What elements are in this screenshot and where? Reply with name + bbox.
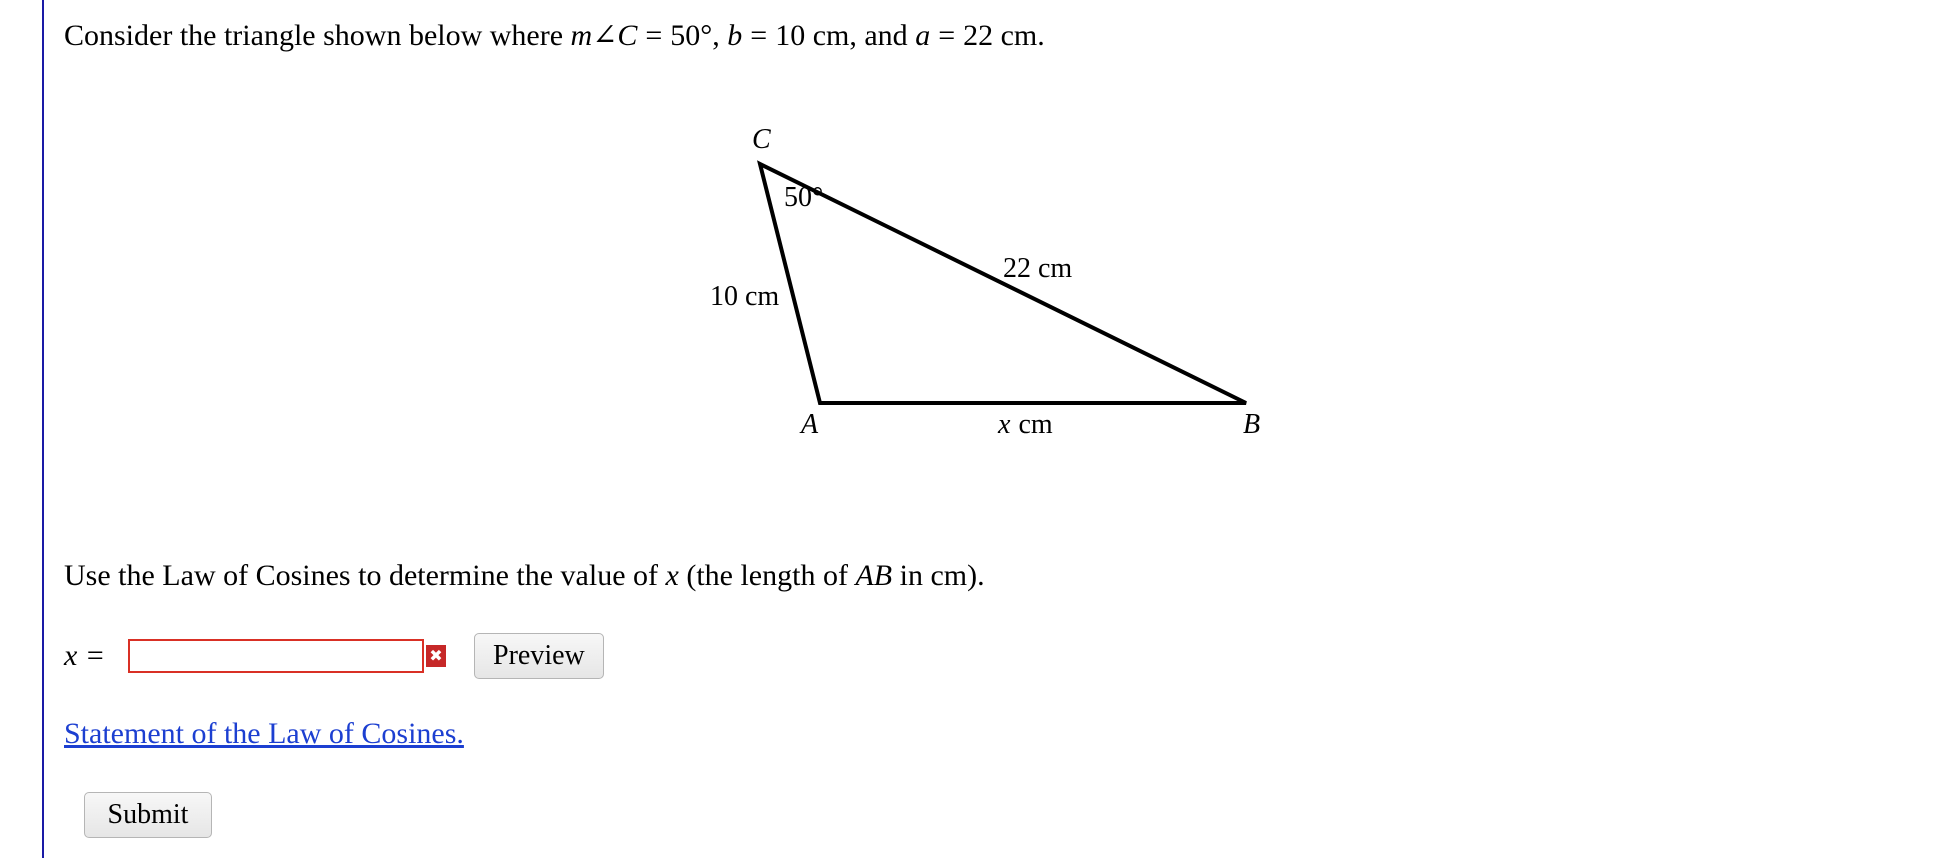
side-ab-label: [997, 409, 1053, 440]
angle-value: 50°,: [670, 19, 720, 52]
left-border-rule: [42, 0, 44, 858]
equals-sign: =: [645, 19, 663, 52]
b-value: 10 cm,: [775, 19, 857, 52]
answer-label: x =: [64, 639, 106, 672]
vertex-c-label: C: [752, 124, 771, 155]
side-cb-label: 22 cm: [1003, 253, 1073, 284]
intro-text: Consider the triangle shown below where: [64, 19, 564, 52]
side-ac-label: 10 cm: [710, 281, 780, 312]
side-ab-unit: cm: [1018, 409, 1053, 440]
preview-button[interactable]: Preview: [474, 633, 604, 679]
answer-row: [64, 632, 604, 680]
submit-button[interactable]: Submit: [84, 792, 212, 838]
equals-sign: =: [750, 19, 768, 52]
a-value: 22 cm.: [963, 19, 1045, 52]
problem-statement: [64, 14, 1045, 58]
triangle-figure: [660, 120, 1310, 450]
side-ab-variable: x: [998, 409, 1011, 440]
law-of-cosines-link[interactable]: Statement of the Law of Cosines.: [64, 717, 464, 750]
b-variable: b: [727, 19, 743, 52]
angle-symbol: m∠C: [570, 19, 638, 52]
error-icon: ✖: [426, 645, 446, 667]
triangle-diagram: [660, 120, 1310, 450]
question-ab-variable: AB: [855, 559, 893, 592]
equals-sign: =: [938, 19, 956, 52]
vertex-a-label: A: [801, 409, 819, 440]
vertex-b-label: B: [1243, 409, 1261, 440]
question-prefix: Use the Law of Cosines to determine the value of: [64, 559, 658, 592]
question-text: [64, 554, 985, 598]
and-text: and: [864, 19, 908, 52]
question-middle: (the length of: [686, 559, 848, 592]
question-suffix: in cm).: [899, 559, 985, 592]
angle-c-label: 50°: [784, 182, 824, 213]
a-variable: a: [915, 19, 931, 52]
question-x-variable: x: [665, 559, 679, 592]
answer-input[interactable]: [128, 639, 424, 673]
